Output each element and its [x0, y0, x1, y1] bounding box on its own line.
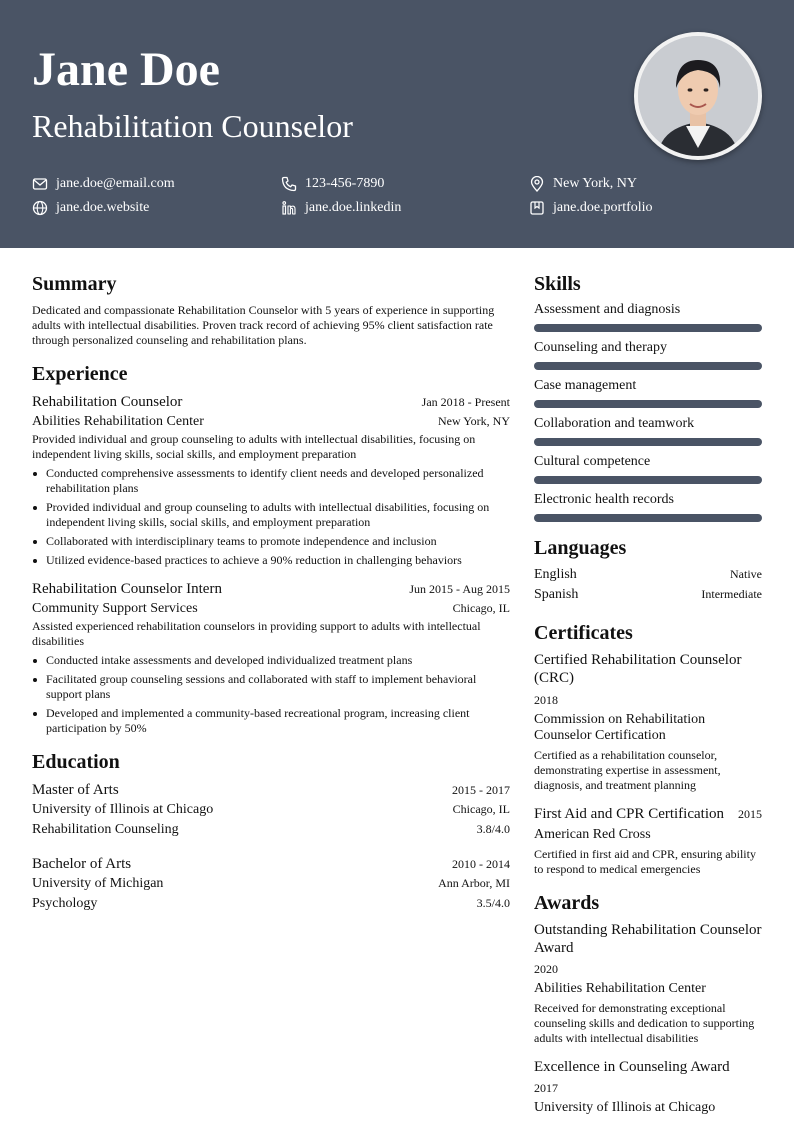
award-year: 2020 [534, 962, 558, 976]
certificate-description: Certified as a rehabilitation counselor, demonstrating expertise in assessment, diagnosis, and treatment planning [534, 748, 721, 792]
certificate-year: 2018 [534, 693, 558, 707]
languages-section [534, 536, 762, 605]
experience-section [32, 362, 510, 736]
award-description: Received for demonstrating exceptional counseling skills and dedication to supporting adults with intellectual disabilities [534, 1001, 755, 1045]
award-item [534, 1058, 762, 1116]
contact-phone[interactable] [281, 175, 384, 193]
skill-bar [534, 476, 762, 484]
school-location: Ann Arbor, MI [438, 876, 510, 890]
skill-item [534, 339, 762, 370]
job-description: Assisted experienced rehabilitation counselors in providing support to adults with intellectual disabilities [32, 619, 481, 648]
avatar [638, 36, 758, 156]
summary-section [32, 272, 510, 348]
job-description: Provided individual and group counseling to adults with intellectual disabilities, focusing on independent living skills, social skills, and employment preparation [32, 432, 476, 461]
skill-item [534, 377, 762, 408]
job-org: Community Support Services [32, 601, 198, 616]
section-heading: Experience [32, 363, 128, 385]
resume-header [0, 0, 794, 248]
skill-bar [534, 362, 762, 370]
skills-section [534, 272, 762, 522]
contact-location [529, 175, 637, 193]
linkedin-icon [281, 200, 297, 216]
education-item [32, 780, 510, 840]
section-heading: Skills [534, 273, 581, 295]
certificate-issuer: American Red Cross [534, 827, 651, 842]
language-level: Intermediate [701, 587, 762, 601]
job-dates: Jan 2018 - Present [421, 395, 510, 409]
certificate-item [534, 805, 762, 877]
job-bullets [32, 653, 510, 736]
contact-portfolio-text: jane.doe.portfolio [553, 200, 653, 215]
degree: Master of Arts [32, 782, 119, 798]
left-column [32, 272, 510, 914]
education-section [32, 750, 510, 914]
contact-website[interactable] [32, 199, 149, 217]
portrait-image [638, 36, 758, 156]
globe-icon [32, 200, 48, 216]
list-item: Utilized evidence-based practices to achieve a 90% reduction in challenging behaviors [32, 553, 510, 568]
skill-label: Electronic health records [534, 492, 674, 507]
skill-bar [534, 514, 762, 522]
profile-photo [634, 32, 762, 160]
award-item [534, 921, 762, 1046]
contact-email[interactable] [32, 175, 175, 193]
contact-location-text: New York, NY [553, 176, 638, 191]
contact-linkedin-text: jane.doe.linkedin [305, 200, 402, 215]
job-role: Rehabilitation Counselor [32, 394, 183, 410]
degree: Bachelor of Arts [32, 856, 132, 872]
skills-list [534, 301, 762, 522]
certificate-title: Certified Rehabilitation Counselor (CRC) [534, 652, 742, 686]
skill-label: Cultural competence [534, 454, 651, 469]
right-column [534, 272, 762, 1116]
skill-bar [534, 324, 762, 332]
section-heading: Education [32, 751, 120, 773]
language-item [534, 585, 762, 605]
education-dates: 2015 - 2017 [452, 783, 510, 797]
award-org: University of Illinois at Chicago [534, 1100, 716, 1115]
school: University of Illinois at Chicago [32, 802, 214, 817]
skill-label: Collaboration and teamwork [534, 416, 695, 431]
education-item [32, 854, 510, 914]
experience-item [32, 579, 510, 736]
section-heading: Awards [534, 892, 600, 914]
certificate-year: 2015 [738, 807, 762, 821]
gpa: 3.8/4.0 [476, 822, 510, 836]
list-item: Conducted intake assessments and developed individualized treatment plans [32, 653, 510, 668]
candidate-title: Rehabilitation Counselor [32, 108, 353, 144]
certificate-item [534, 651, 762, 793]
contact-website-text: jane.doe.website [56, 200, 150, 215]
skill-bar [534, 438, 762, 446]
summary-text: Dedicated and compassionate Rehabilitation Counselor with 5 years of experience in supporting adults with intellectual disabilities. Proven track record of achieving 95% client satisfaction rate through personalized counseling and rehabilitation plans. [32, 303, 495, 347]
list-item: Conducted comprehensive assessments to identify client needs and developed personalized rehabilitation plans [32, 466, 510, 496]
job-location: Chicago, IL [452, 601, 510, 615]
candidate-name: Jane Doe [32, 43, 220, 96]
phone-icon [281, 176, 297, 192]
award-title: Outstanding Rehabilitation Counselor Award [534, 922, 762, 956]
awards-section [534, 891, 762, 1116]
skill-item [534, 415, 762, 446]
certificate-issuer: Commission on Rehabilitation Counselor Certification [534, 712, 706, 743]
job-role: Rehabilitation Counselor Intern [32, 581, 222, 597]
section-heading: Summary [32, 273, 117, 295]
portfolio-icon [529, 200, 545, 216]
contact-email-text: jane.doe@email.com [56, 176, 175, 191]
skill-bar [534, 400, 762, 408]
experience-item [32, 392, 510, 568]
mail-icon [32, 176, 48, 192]
list-item: Collaborated with interdisciplinary teams to promote independence and inclusion [32, 534, 510, 549]
job-dates: Jun 2015 - Aug 2015 [409, 582, 510, 596]
language-name: English [534, 567, 577, 582]
skill-item [534, 301, 762, 332]
skill-item [534, 491, 762, 522]
award-org: Abilities Rehabilitation Center [534, 981, 706, 996]
contact-linkedin[interactable] [281, 199, 401, 217]
list-item: Provided individual and group counseling to adults with intellectual disabilities, focusing on independent living skills, social skills, and employment preparation [32, 500, 510, 530]
certificate-description: Certified in first aid and CPR, ensuring ability to respond to medical emergencies [534, 847, 756, 876]
school: University of Michigan [32, 876, 164, 891]
school-location: Chicago, IL [452, 802, 510, 816]
field-of-study: Rehabilitation Counseling [32, 822, 179, 837]
contact-portfolio[interactable] [529, 199, 653, 217]
education-dates: 2010 - 2014 [452, 857, 510, 871]
skill-item [534, 453, 762, 484]
field-of-study: Psychology [32, 896, 98, 911]
list-item: Facilitated group counseling sessions and collaborated with staff to implement behavioral support plans [32, 672, 510, 702]
location-pin-icon [529, 176, 545, 192]
skill-label: Case management [534, 378, 637, 393]
gpa: 3.5/4.0 [476, 896, 510, 910]
award-year: 2017 [534, 1081, 558, 1095]
section-heading: Languages [534, 537, 627, 559]
contact-phone-text: 123-456-7890 [305, 176, 385, 191]
language-item [534, 565, 762, 585]
job-bullets [32, 466, 510, 568]
certificate-title: First Aid and CPR Certification [534, 806, 724, 822]
language-level: Native [730, 567, 762, 581]
skill-label: Counseling and therapy [534, 340, 667, 355]
job-org: Abilities Rehabilitation Center [32, 414, 204, 429]
job-location: New York, NY [437, 414, 510, 428]
award-title: Excellence in Counseling Award [534, 1059, 730, 1075]
skill-label: Assessment and diagnosis [534, 302, 681, 317]
certificates-section [534, 621, 762, 877]
list-item: Developed and implemented a community-based recreational program, increasing client participation by 50% [32, 706, 510, 736]
language-name: Spanish [534, 587, 579, 602]
section-heading: Certificates [534, 622, 633, 644]
